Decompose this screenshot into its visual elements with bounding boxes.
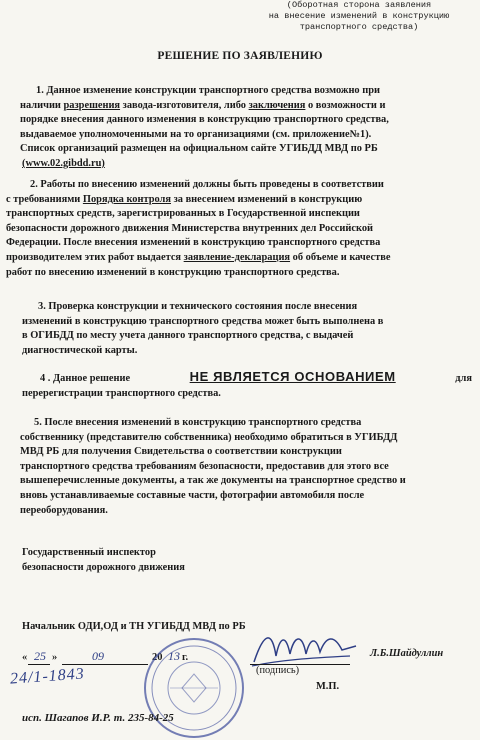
- p1-line: 1. Данное изменение конструкции транспортного средства возможно при: [36, 85, 380, 96]
- p5-line: переоборудования.: [20, 504, 108, 516]
- header-note: [244, 0, 474, 33]
- p1-line-2: наличии разрешения завода-изготовителя, либо заключения о возможности и: [20, 99, 386, 111]
- official-stamp: [142, 636, 246, 740]
- p2-line: Федерации. После внесения изменений в конструкцию транспортного средства: [6, 237, 381, 249]
- p4-prefix: 4 . Данное решение: [40, 373, 131, 384]
- p3-line: изменений в конструкцию транспортного средства может быть выполнена в: [22, 315, 384, 327]
- date-year-letter: г.: [182, 652, 189, 663]
- p2-line-2: с требованиями Порядка контроля за внесением изменений в конструкцию: [6, 193, 363, 205]
- date-line: « 25 » 09 20 13 г.: [22, 651, 252, 669]
- header-note-line-3: транспортного средства): [299, 22, 419, 32]
- p4-line: перерегистрации транспортного средства.: [22, 387, 221, 399]
- date-year-suffix: 13: [168, 649, 180, 663]
- chief-title: Начальник ОДИ,ОД и ТН УГИБДД МВД по РБ: [22, 621, 246, 632]
- underlined-term: разрешения: [63, 99, 121, 111]
- p2-line: транспортных средств, зарегистрированных в Государственной инспекции: [6, 208, 360, 220]
- p1-line: Список организаций размещен на официальном сайте УГИБДД МВД по РБ: [20, 143, 378, 155]
- paragraph-1: [20, 84, 472, 172]
- p2-line: 2. Работы по внесению изменений должны быть проведены в соответствии: [30, 179, 384, 190]
- p1-line: порядке внесения данного изменения в конструкцию транспортного средства,: [20, 114, 389, 126]
- p2-line: работ по внесению изменений в конструкцию транспортного средства.: [6, 266, 340, 278]
- signer-name: Л.Б.Шайдуллин: [370, 648, 444, 659]
- p5-line: вышеперечисленные документы, а так же документы на транспортное средство и: [20, 475, 406, 487]
- p5-line: МВД РБ для получения Свидетельства о соответствии конструкции: [20, 446, 342, 458]
- website-link[interactable]: (www.02.gibdd.ru): [22, 157, 105, 169]
- p2-line: безопасности дорожного движения Министерства внутренних дел Российской: [6, 222, 374, 234]
- paragraph-2: [6, 178, 472, 280]
- p5-line: транспортного средства требованиям безопасности, предоставив для этого все: [20, 460, 389, 472]
- paragraph-4: [22, 370, 472, 401]
- p2-line-6: производителем этих работ выдается заявление-декларация об объеме и качестве: [6, 251, 391, 263]
- date-year-prefix: 20: [152, 652, 163, 663]
- inspector-line-2: безопасности дорожного движения: [22, 561, 185, 573]
- p5-line: 5. После внесения изменений в конструкцию транспортного средства: [34, 417, 362, 428]
- mp-label: М.П.: [316, 681, 340, 692]
- underlined-term: заявление-декларация: [183, 251, 291, 263]
- inspector-line-1: Государственный инспектор: [22, 547, 156, 558]
- p1-line: выдаваемое уполномоченными на то организациями (см. приложение№1).: [20, 128, 372, 140]
- executor-line: исп. Шагапов И.Р. т. 235-84-25: [22, 712, 174, 724]
- p5-line: вновь устанавливаемые составные части, фотографии автомобиля после: [20, 489, 365, 501]
- header-note-line-2: на внесение изменений в конструкцию: [268, 11, 450, 21]
- paragraph-5: [20, 416, 472, 518]
- handwritten-note: 24/1-1843: [9, 665, 86, 688]
- p3-line: 3. Проверка конструкции и технического состояния после внесения: [38, 301, 358, 312]
- p3-line: диагностической карты.: [22, 344, 138, 356]
- p4-line-1: [22, 370, 472, 387]
- document-title: РЕШЕНИЕ ПО ЗАЯВЛЕНИЮ: [157, 50, 323, 62]
- date-day: 25: [34, 649, 46, 663]
- paragraph-3: [22, 300, 472, 358]
- header-note-line-1: (Оборотная сторона заявления: [286, 0, 432, 10]
- p4-emphasis: НЕ ЯВЛЯЕТСЯ ОСНОВАНИЕМ: [189, 369, 396, 384]
- underlined-term: Порядка контроля: [82, 193, 171, 205]
- p3-line: в ОГИБДД по месту учета данного транспортного средства, с выдачей: [22, 330, 354, 342]
- underlined-term: заключения: [248, 99, 306, 111]
- signature-label: (подпись): [256, 665, 300, 676]
- date-month: 09: [92, 649, 104, 663]
- p5-line: собственнику (представителю собственника) необходимо обратиться в УГИБДД: [20, 431, 398, 443]
- inspector-title: [22, 546, 185, 575]
- p4-suffix: для: [455, 373, 472, 384]
